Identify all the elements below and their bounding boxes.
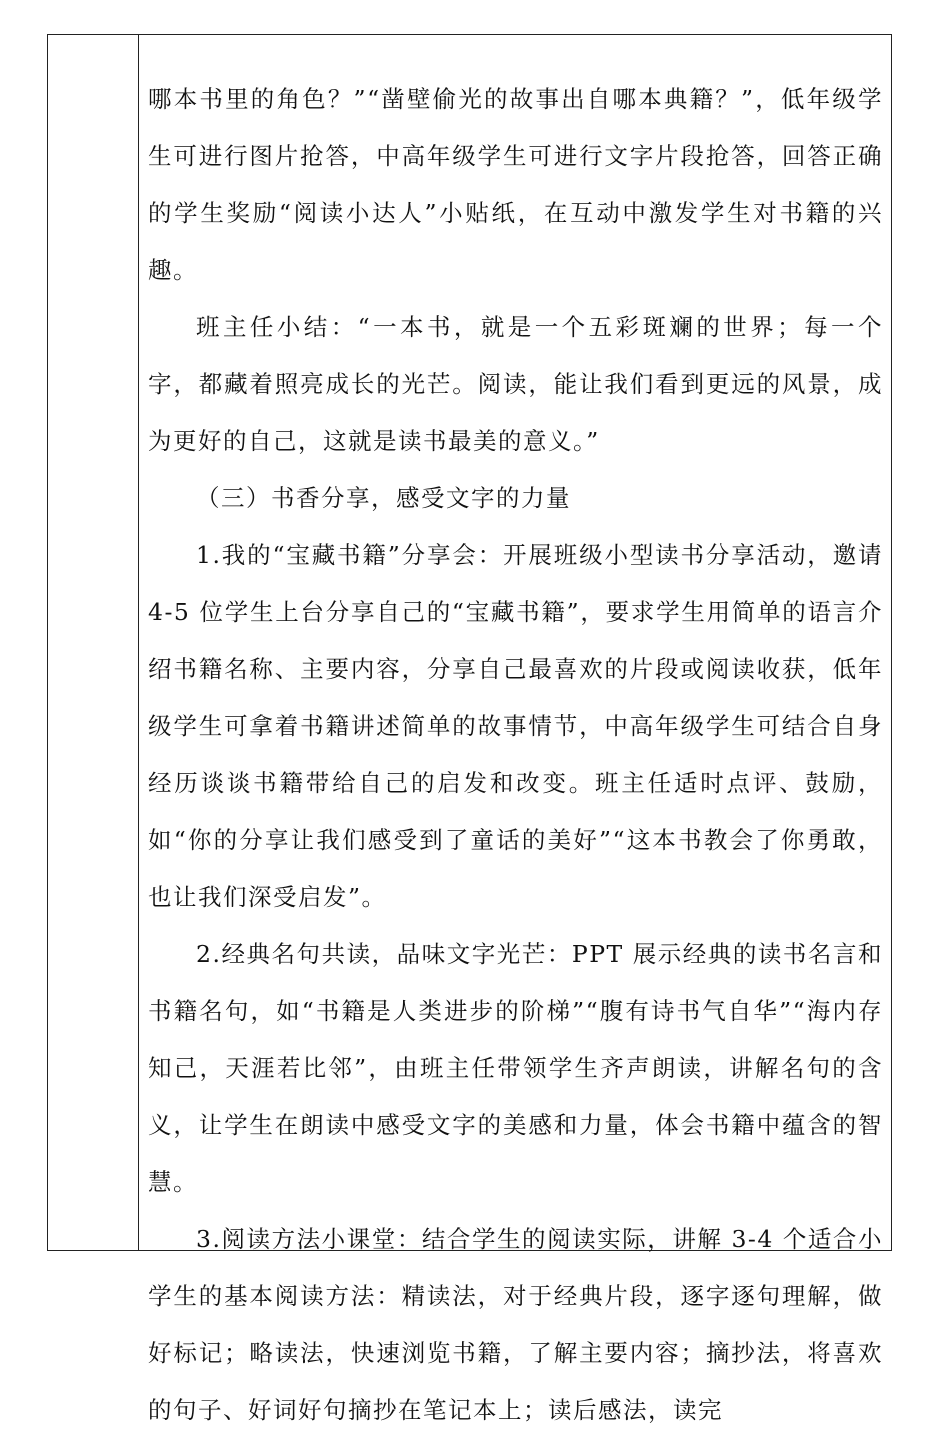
content-cell — [148, 71, 883, 1439]
column-divider — [138, 35, 139, 1250]
paragraph-item-1: 1.我的“宝藏书籍”分享会：开展班级小型读书分享活动，邀请 4-5 位学生上台分享自己的“宝藏书籍”，要求学生用简单的语言介绍书籍名称、主要内容，分享自己最喜欢的片段或阅读收获，低年级学生可拿着书籍讲述简单的故事情节，中高年级学生可结合自身经历谈谈书籍带给自己的启发和改变。班主任适时点评、鼓励，如“你的分享让我们感受到了童话的美好”“这本书教会了你勇敢，也让我们深受启发”。 — [148, 541, 883, 911]
lesson-plan-table — [47, 34, 892, 1424]
paragraph-item-2: 2.经典名句共读，品味文字光芒：PPT 展示经典的读书名言和书籍名句，如“书籍是人类进步的阶梯”“腹有诗书气自华”“海内存知己，天涯若比邻”，由班主任带领学生齐声朗读，讲解名句的含义，让学生在朗读中感受文字的美感和力量，体会书籍中蕴含的智慧。 — [148, 940, 883, 1196]
paragraph-item-3: 3.阅读方法小课堂：结合学生的阅读实际，讲解 3-4 个适合小学生的基本阅读方法：精读法，对于经典片段，逐字逐句理解，做好标记；略读法，快速浏览书籍，了解主要内容；摘抄法，将喜欢的句子、好词好句摘抄在笔记本上；读后感法，读完 — [148, 1225, 883, 1424]
paragraph-teacher-summary: 班主任小结：“一本书，就是一个五彩斑斓的世界；每一个字，都藏着照亮成长的光芒。阅读，能让我们看到更远的风景，成为更好的自己，这就是读书最美的意义。” — [148, 313, 883, 455]
paragraph-quiz-continuation: 哪本书里的角色？”“凿壁偷光的故事出自哪本典籍？”，低年级学生可进行图片抢答，中高年级学生可进行文字片段抢答，回答正确的学生奖励“阅读小达人”小贴纸，在互动中激发学生对书籍的兴趣。 — [148, 85, 883, 284]
section-heading-3: （三）书香分享，感受文字的力量 — [196, 484, 571, 512]
